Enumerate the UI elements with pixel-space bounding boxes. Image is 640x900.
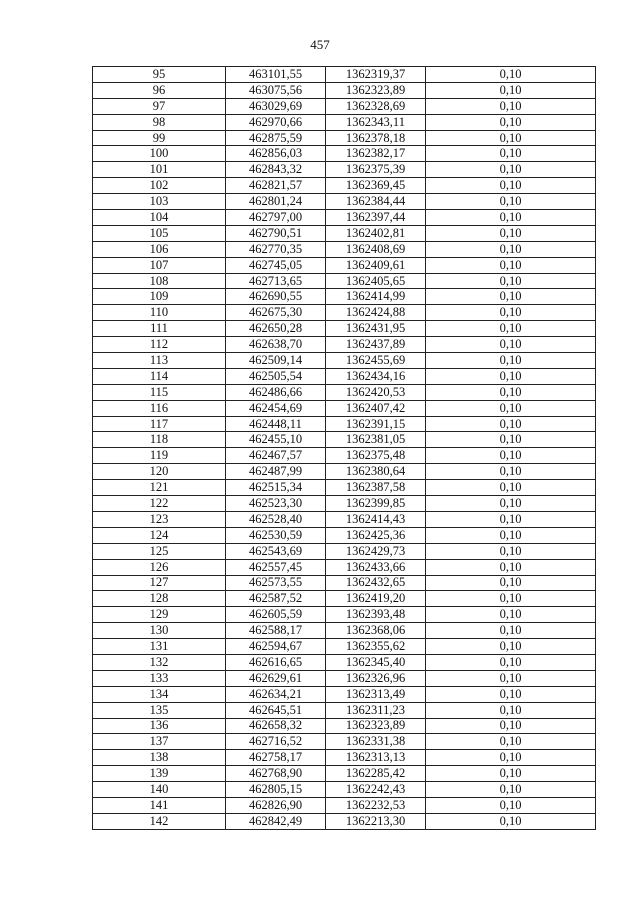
point-number-cell: 97 xyxy=(93,98,226,114)
x-coordinate-cell: 462638,70 xyxy=(226,337,326,353)
y-coordinate-cell: 1362242,43 xyxy=(326,782,426,798)
x-coordinate-cell: 462557,45 xyxy=(226,559,326,575)
y-coordinate-cell: 1362375,39 xyxy=(326,162,426,178)
value-cell: 0,10 xyxy=(426,782,596,798)
value-cell: 0,10 xyxy=(426,225,596,241)
value-cell: 0,10 xyxy=(426,82,596,98)
value-cell: 0,10 xyxy=(426,273,596,289)
value-cell: 0,10 xyxy=(426,654,596,670)
table-row xyxy=(93,130,596,146)
x-coordinate-cell: 462594,67 xyxy=(226,639,326,655)
value-cell: 0,10 xyxy=(426,67,596,83)
table-row xyxy=(93,432,596,448)
y-coordinate-cell: 1362405,65 xyxy=(326,273,426,289)
table-row xyxy=(93,639,596,655)
table-row xyxy=(93,400,596,416)
x-coordinate-cell: 463029,69 xyxy=(226,98,326,114)
x-coordinate-cell: 462650,28 xyxy=(226,321,326,337)
point-number-cell: 99 xyxy=(93,130,226,146)
value-cell: 0,10 xyxy=(426,797,596,813)
table-row xyxy=(93,480,596,496)
table-row xyxy=(93,782,596,798)
x-coordinate-cell: 462758,17 xyxy=(226,750,326,766)
x-coordinate-cell: 463101,55 xyxy=(226,67,326,83)
value-cell: 0,10 xyxy=(426,130,596,146)
y-coordinate-cell: 1362381,05 xyxy=(326,432,426,448)
value-cell: 0,10 xyxy=(426,496,596,512)
y-coordinate-cell: 1362355,62 xyxy=(326,639,426,655)
table-row xyxy=(93,448,596,464)
x-coordinate-cell: 462690,55 xyxy=(226,289,326,305)
table-row xyxy=(93,416,596,432)
y-coordinate-cell: 1362378,18 xyxy=(326,130,426,146)
y-coordinate-cell: 1362311,23 xyxy=(326,702,426,718)
table-row xyxy=(93,750,596,766)
y-coordinate-cell: 1362402,81 xyxy=(326,225,426,241)
table-row xyxy=(93,178,596,194)
point-number-cell: 129 xyxy=(93,607,226,623)
value-cell: 0,10 xyxy=(426,416,596,432)
value-cell: 0,10 xyxy=(426,670,596,686)
value-cell: 0,10 xyxy=(426,480,596,496)
table-row xyxy=(93,194,596,210)
point-number-cell: 109 xyxy=(93,289,226,305)
point-number-cell: 138 xyxy=(93,750,226,766)
y-coordinate-cell: 1362375,48 xyxy=(326,448,426,464)
point-number-cell: 134 xyxy=(93,686,226,702)
y-coordinate-cell: 1362397,44 xyxy=(326,210,426,226)
value-cell: 0,10 xyxy=(426,146,596,162)
x-coordinate-cell: 462797,00 xyxy=(226,210,326,226)
x-coordinate-cell: 462515,34 xyxy=(226,480,326,496)
point-number-cell: 114 xyxy=(93,368,226,384)
point-number-cell: 104 xyxy=(93,210,226,226)
y-coordinate-cell: 1362399,85 xyxy=(326,496,426,512)
table-row xyxy=(93,575,596,591)
value-cell: 0,10 xyxy=(426,337,596,353)
x-coordinate-cell: 462573,55 xyxy=(226,575,326,591)
y-coordinate-cell: 1362369,45 xyxy=(326,178,426,194)
y-coordinate-cell: 1362326,96 xyxy=(326,670,426,686)
table-row xyxy=(93,623,596,639)
x-coordinate-cell: 462528,40 xyxy=(226,511,326,527)
value-cell: 0,10 xyxy=(426,448,596,464)
x-coordinate-cell: 462745,05 xyxy=(226,257,326,273)
point-number-cell: 103 xyxy=(93,194,226,210)
point-number-cell: 96 xyxy=(93,82,226,98)
x-coordinate-cell: 462467,57 xyxy=(226,448,326,464)
x-coordinate-cell: 462487,99 xyxy=(226,464,326,480)
y-coordinate-cell: 1362213,30 xyxy=(326,813,426,829)
point-number-cell: 122 xyxy=(93,496,226,512)
y-coordinate-cell: 1362232,53 xyxy=(326,797,426,813)
y-coordinate-cell: 1362455,69 xyxy=(326,353,426,369)
point-number-cell: 130 xyxy=(93,623,226,639)
table-row xyxy=(93,686,596,702)
table-row xyxy=(93,718,596,734)
table-row xyxy=(93,241,596,257)
table-row xyxy=(93,114,596,130)
point-number-cell: 118 xyxy=(93,432,226,448)
x-coordinate-cell: 462826,90 xyxy=(226,797,326,813)
coordinates-table-body xyxy=(93,67,596,830)
value-cell: 0,10 xyxy=(426,527,596,543)
x-coordinate-cell: 462805,15 xyxy=(226,782,326,798)
point-number-cell: 115 xyxy=(93,384,226,400)
value-cell: 0,10 xyxy=(426,321,596,337)
x-coordinate-cell: 462530,59 xyxy=(226,527,326,543)
value-cell: 0,10 xyxy=(426,575,596,591)
value-cell: 0,10 xyxy=(426,194,596,210)
table-row xyxy=(93,654,596,670)
table-row xyxy=(93,527,596,543)
x-coordinate-cell: 462448,11 xyxy=(226,416,326,432)
value-cell: 0,10 xyxy=(426,813,596,829)
x-coordinate-cell: 462505,54 xyxy=(226,368,326,384)
x-coordinate-cell: 462770,35 xyxy=(226,241,326,257)
point-number-cell: 135 xyxy=(93,702,226,718)
x-coordinate-cell: 462523,30 xyxy=(226,496,326,512)
table-row xyxy=(93,146,596,162)
y-coordinate-cell: 1362387,58 xyxy=(326,480,426,496)
point-number-cell: 132 xyxy=(93,654,226,670)
x-coordinate-cell: 462675,30 xyxy=(226,305,326,321)
x-coordinate-cell: 462616,65 xyxy=(226,654,326,670)
table-row xyxy=(93,67,596,83)
table-row xyxy=(93,210,596,226)
x-coordinate-cell: 462486,66 xyxy=(226,384,326,400)
point-number-cell: 141 xyxy=(93,797,226,813)
y-coordinate-cell: 1362285,42 xyxy=(326,766,426,782)
point-number-cell: 125 xyxy=(93,543,226,559)
value-cell: 0,10 xyxy=(426,686,596,702)
point-number-cell: 136 xyxy=(93,718,226,734)
table-row xyxy=(93,607,596,623)
value-cell: 0,10 xyxy=(426,257,596,273)
table-row xyxy=(93,384,596,400)
table-row xyxy=(93,273,596,289)
value-cell: 0,10 xyxy=(426,162,596,178)
y-coordinate-cell: 1362313,49 xyxy=(326,686,426,702)
point-number-cell: 111 xyxy=(93,321,226,337)
table-row xyxy=(93,225,596,241)
point-number-cell: 123 xyxy=(93,511,226,527)
point-number-cell: 102 xyxy=(93,178,226,194)
y-coordinate-cell: 1362414,99 xyxy=(326,289,426,305)
point-number-cell: 117 xyxy=(93,416,226,432)
point-number-cell: 139 xyxy=(93,766,226,782)
value-cell: 0,10 xyxy=(426,718,596,734)
table-row xyxy=(93,766,596,782)
table-row xyxy=(93,353,596,369)
value-cell: 0,10 xyxy=(426,766,596,782)
value-cell: 0,10 xyxy=(426,511,596,527)
y-coordinate-cell: 1362313,13 xyxy=(326,750,426,766)
x-coordinate-cell: 462588,17 xyxy=(226,623,326,639)
y-coordinate-cell: 1362345,40 xyxy=(326,654,426,670)
point-number-cell: 131 xyxy=(93,639,226,655)
point-number-cell: 101 xyxy=(93,162,226,178)
y-coordinate-cell: 1362432,65 xyxy=(326,575,426,591)
table-row xyxy=(93,511,596,527)
table-row xyxy=(93,162,596,178)
value-cell: 0,10 xyxy=(426,178,596,194)
value-cell: 0,10 xyxy=(426,305,596,321)
y-coordinate-cell: 1362391,15 xyxy=(326,416,426,432)
x-coordinate-cell: 462843,32 xyxy=(226,162,326,178)
x-coordinate-cell: 462629,61 xyxy=(226,670,326,686)
x-coordinate-cell: 462634,21 xyxy=(226,686,326,702)
value-cell: 0,10 xyxy=(426,353,596,369)
page-number: 457 xyxy=(310,37,330,52)
table-row xyxy=(93,257,596,273)
x-coordinate-cell: 462587,52 xyxy=(226,591,326,607)
y-coordinate-cell: 1362328,69 xyxy=(326,98,426,114)
table-row xyxy=(93,321,596,337)
table-row xyxy=(93,543,596,559)
x-coordinate-cell: 462454,69 xyxy=(226,400,326,416)
y-coordinate-cell: 1362368,06 xyxy=(326,623,426,639)
y-coordinate-cell: 1362331,38 xyxy=(326,734,426,750)
point-number-cell: 106 xyxy=(93,241,226,257)
x-coordinate-cell: 462970,66 xyxy=(226,114,326,130)
y-coordinate-cell: 1362323,89 xyxy=(326,82,426,98)
point-number-cell: 140 xyxy=(93,782,226,798)
y-coordinate-cell: 1362407,42 xyxy=(326,400,426,416)
y-coordinate-cell: 1362414,43 xyxy=(326,511,426,527)
table-row xyxy=(93,813,596,829)
value-cell: 0,10 xyxy=(426,750,596,766)
point-number-cell: 105 xyxy=(93,225,226,241)
value-cell: 0,10 xyxy=(426,210,596,226)
y-coordinate-cell: 1362420,53 xyxy=(326,384,426,400)
x-coordinate-cell: 462645,51 xyxy=(226,702,326,718)
x-coordinate-cell: 462543,69 xyxy=(226,543,326,559)
point-number-cell: 98 xyxy=(93,114,226,130)
table-row xyxy=(93,368,596,384)
point-number-cell: 116 xyxy=(93,400,226,416)
x-coordinate-cell: 462455,10 xyxy=(226,432,326,448)
value-cell: 0,10 xyxy=(426,98,596,114)
y-coordinate-cell: 1362433,66 xyxy=(326,559,426,575)
point-number-cell: 119 xyxy=(93,448,226,464)
point-number-cell: 121 xyxy=(93,480,226,496)
table-row xyxy=(93,337,596,353)
x-coordinate-cell: 462605,59 xyxy=(226,607,326,623)
value-cell: 0,10 xyxy=(426,607,596,623)
value-cell: 0,10 xyxy=(426,702,596,718)
value-cell: 0,10 xyxy=(426,432,596,448)
point-number-cell: 133 xyxy=(93,670,226,686)
x-coordinate-cell: 462821,57 xyxy=(226,178,326,194)
y-coordinate-cell: 1362393,48 xyxy=(326,607,426,623)
point-number-cell: 128 xyxy=(93,591,226,607)
point-number-cell: 127 xyxy=(93,575,226,591)
x-coordinate-cell: 462716,52 xyxy=(226,734,326,750)
point-number-cell: 100 xyxy=(93,146,226,162)
table-row xyxy=(93,702,596,718)
x-coordinate-cell: 462856,03 xyxy=(226,146,326,162)
y-coordinate-cell: 1362419,20 xyxy=(326,591,426,607)
table-row xyxy=(93,670,596,686)
x-coordinate-cell: 462801,24 xyxy=(226,194,326,210)
point-number-cell: 95 xyxy=(93,67,226,83)
table-row xyxy=(93,734,596,750)
value-cell: 0,10 xyxy=(426,400,596,416)
value-cell: 0,10 xyxy=(426,639,596,655)
table-row xyxy=(93,559,596,575)
point-number-cell: 142 xyxy=(93,813,226,829)
value-cell: 0,10 xyxy=(426,591,596,607)
y-coordinate-cell: 1362382,17 xyxy=(326,146,426,162)
value-cell: 0,10 xyxy=(426,114,596,130)
table-row xyxy=(93,289,596,305)
value-cell: 0,10 xyxy=(426,734,596,750)
value-cell: 0,10 xyxy=(426,384,596,400)
x-coordinate-cell: 462875,59 xyxy=(226,130,326,146)
y-coordinate-cell: 1362319,37 xyxy=(326,67,426,83)
y-coordinate-cell: 1362380,64 xyxy=(326,464,426,480)
value-cell: 0,10 xyxy=(426,543,596,559)
coordinates-table xyxy=(92,66,596,830)
value-cell: 0,10 xyxy=(426,623,596,639)
x-coordinate-cell: 462658,32 xyxy=(226,718,326,734)
y-coordinate-cell: 1362408,69 xyxy=(326,241,426,257)
x-coordinate-cell: 462768,90 xyxy=(226,766,326,782)
value-cell: 0,10 xyxy=(426,289,596,305)
table-row xyxy=(93,82,596,98)
y-coordinate-cell: 1362431,95 xyxy=(326,321,426,337)
table-row xyxy=(93,305,596,321)
y-coordinate-cell: 1362384,44 xyxy=(326,194,426,210)
table-row xyxy=(93,591,596,607)
x-coordinate-cell: 462713,65 xyxy=(226,273,326,289)
point-number-cell: 137 xyxy=(93,734,226,750)
y-coordinate-cell: 1362343,11 xyxy=(326,114,426,130)
x-coordinate-cell: 463075,56 xyxy=(226,82,326,98)
y-coordinate-cell: 1362424,88 xyxy=(326,305,426,321)
value-cell: 0,10 xyxy=(426,464,596,480)
point-number-cell: 112 xyxy=(93,337,226,353)
point-number-cell: 107 xyxy=(93,257,226,273)
value-cell: 0,10 xyxy=(426,368,596,384)
y-coordinate-cell: 1362429,73 xyxy=(326,543,426,559)
y-coordinate-cell: 1362425,36 xyxy=(326,527,426,543)
table-row xyxy=(93,98,596,114)
y-coordinate-cell: 1362409,61 xyxy=(326,257,426,273)
value-cell: 0,10 xyxy=(426,241,596,257)
table-row xyxy=(93,464,596,480)
x-coordinate-cell: 462842,49 xyxy=(226,813,326,829)
table-row xyxy=(93,496,596,512)
y-coordinate-cell: 1362434,16 xyxy=(326,368,426,384)
point-number-cell: 108 xyxy=(93,273,226,289)
table-row xyxy=(93,797,596,813)
y-coordinate-cell: 1362323,89 xyxy=(326,718,426,734)
point-number-cell: 126 xyxy=(93,559,226,575)
x-coordinate-cell: 462509,14 xyxy=(226,353,326,369)
value-cell: 0,10 xyxy=(426,559,596,575)
y-coordinate-cell: 1362437,89 xyxy=(326,337,426,353)
point-number-cell: 110 xyxy=(93,305,226,321)
point-number-cell: 124 xyxy=(93,527,226,543)
point-number-cell: 120 xyxy=(93,464,226,480)
point-number-cell: 113 xyxy=(93,353,226,369)
x-coordinate-cell: 462790,51 xyxy=(226,225,326,241)
